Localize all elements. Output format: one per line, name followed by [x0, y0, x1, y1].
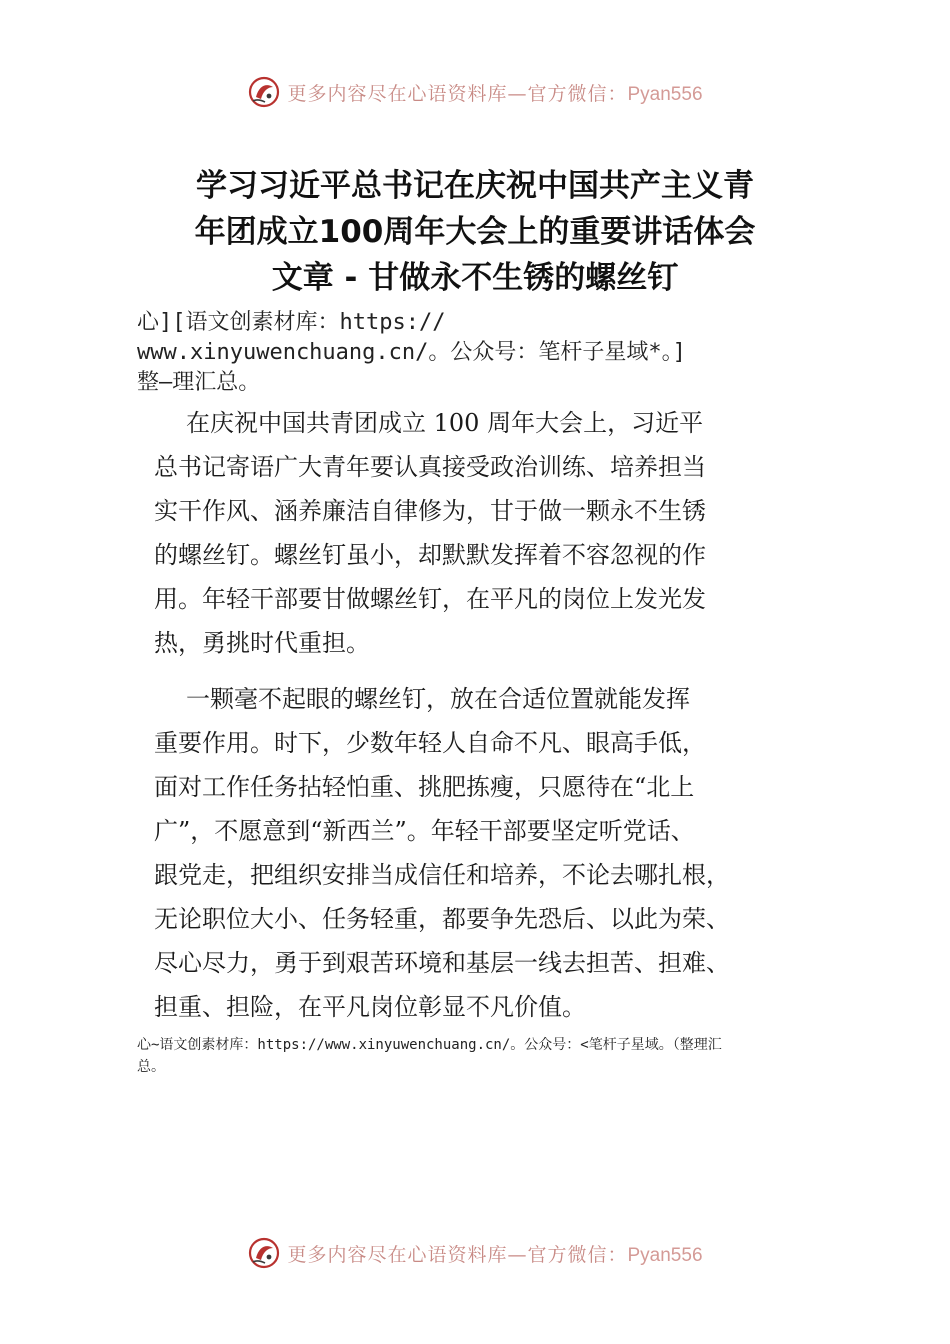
source-line: 整—理汇总。 [137, 370, 261, 395]
paragraph-line: 广”，不愿意到“新西兰”。年轻干部要坚定听党话、 [154, 817, 695, 845]
paragraph-line: 的螺丝钉。螺丝钉虽小，却默默发挥着不容忽视的作 [154, 541, 706, 569]
paragraph-line: 重要作用。时下，少数年轻人自命不凡、眼高手低， [154, 729, 706, 757]
footnote-line: 心~语文创素材库：https://www.xinyuwenchuang.cn/。公众号：<笔杆子星域。（整理汇 [137, 1037, 722, 1053]
title-line: 年团成立100周年大会上的重要讲话体会 [194, 214, 756, 250]
banner-text: 更多内容尽在心语资料库—官方微信：Pyan556 [287, 1243, 703, 1266]
footnote [137, 1034, 827, 1078]
banner-wechat-id: Pyan556 [627, 1244, 703, 1266]
body-paragraph-2 [154, 677, 814, 1029]
footnote-line: 总。 [137, 1059, 165, 1075]
paragraph-line: 担重、担险，在平凡岗位彰显不凡价值。 [154, 993, 586, 1021]
title-line: 学习习近平总书记在庆祝中国共产主义青 [196, 168, 754, 204]
banner-wechat-id: Pyan556 [627, 83, 703, 105]
paragraph-line: 无论职位大小、任务轻重，都要争先恐后、以此为荣、 [154, 905, 730, 933]
paragraph-line: 总书记寄语广大青年要认真接受政治训练、培养担当 [154, 453, 706, 481]
paragraph-line: 尽心尽力，勇于到艰苦环境和基层一线去担苦、担难、 [154, 949, 730, 977]
header-banner [0, 72, 950, 112]
banner-text: 更多内容尽在心语资料库—官方微信：Pyan556 [287, 82, 703, 105]
paragraph-line: 热，勇挑时代重担。 [154, 629, 370, 657]
paragraph-line: 面对工作任务拈轻怕重、挑肥拣瘦，只愿待在“北上 [154, 773, 695, 801]
source-note [137, 308, 827, 398]
brand-logo-icon [247, 75, 281, 109]
footer-banner [0, 1233, 950, 1273]
body-paragraph-1 [154, 401, 814, 665]
paragraph-line: 实干作风、涵养廉洁自律修为，甘于做一颗永不生锈 [154, 497, 706, 525]
source-line: www.xinyuwenchuang.cn/。公众号：笔杆子星域*。] [137, 340, 686, 365]
document-title [140, 163, 810, 301]
title-line: 文章 - 甘做永不生锈的螺丝钉 [271, 260, 679, 296]
paragraph-line: 跟党走，把组织安排当成信任和培养，不论去哪扎根， [154, 861, 730, 889]
paragraph-line: 用。年轻干部要甘做螺丝钉，在平凡的岗位上发光发 [154, 585, 706, 613]
source-line: 心][语文创素材库：https:// [137, 310, 446, 335]
paragraph-line: 在庆祝中国共青团成立 100 周年大会上，习近平 [186, 409, 704, 437]
paragraph-line: 一颗毫不起眼的螺丝钉，放在合适位置就能发挥 [186, 685, 690, 713]
brand-logo-icon [247, 1236, 281, 1270]
